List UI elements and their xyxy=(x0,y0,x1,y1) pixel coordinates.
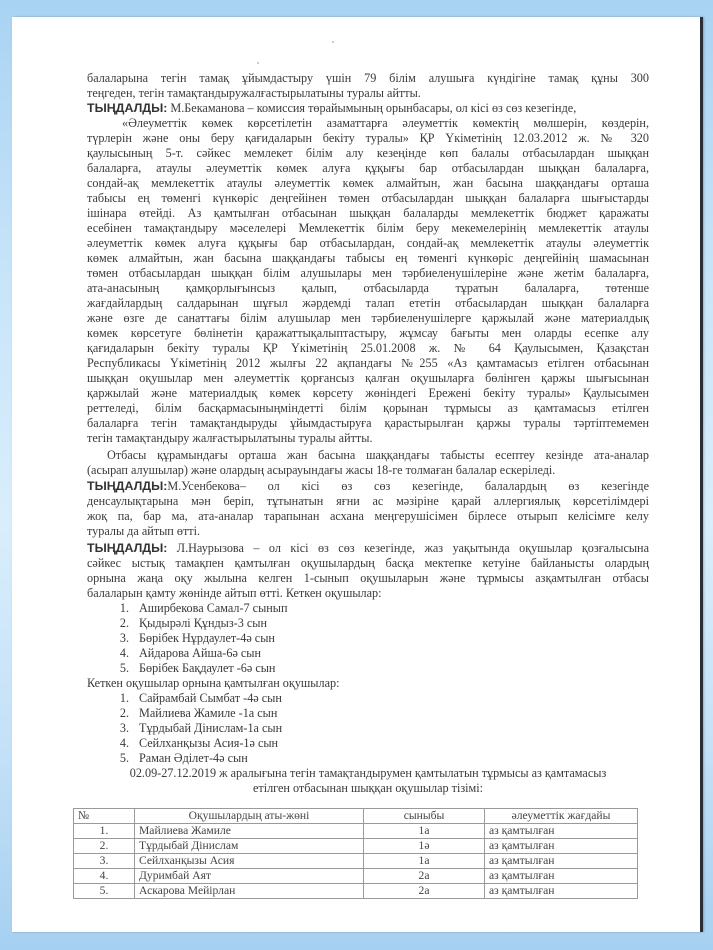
cell-status: аз қамтылған xyxy=(485,824,638,839)
cell-number: 5. xyxy=(74,884,135,899)
cell-class: 2а xyxy=(364,884,485,899)
cell-name: Сейлханқызы Асия xyxy=(135,854,364,869)
cell-name: Тұрдыбай Дінислам xyxy=(135,839,364,854)
list-text: Раман Әділет-4ә сын xyxy=(139,751,248,765)
text-line: әлеуметтік көмек алуға құқығы бар отбасылардан, сондай-ақ мемлекеттік атаулы әлеуметтік xyxy=(87,236,649,250)
list-item xyxy=(109,736,278,751)
text-line: балаларын қамту жөнінде айтып өтті. Кеткен оқушылар: xyxy=(87,586,382,600)
text-line: және өзге де санаттағы білім алушылар мен тәрбиеленушілерге қаржылай және материалдық xyxy=(87,311,649,325)
cell-class: 1ә xyxy=(364,839,485,854)
table-row xyxy=(74,839,638,854)
heard-label: ТЫҢДАЛДЫ: xyxy=(87,101,168,115)
text-line: балаларға, атаулы әлеуметтік көмек алуға құқығы бар отбасылардан шыққан балаларға, xyxy=(87,161,649,175)
list-number: 4. xyxy=(119,646,129,660)
list-number: 5. xyxy=(119,751,129,765)
list-item xyxy=(109,646,261,661)
text-line: ата-анасының қамқорлығынсыз қалып, отбасыларда тұратын балаларға, төтенше xyxy=(87,281,649,295)
list-item xyxy=(109,751,248,766)
text-line: жоқ па, бар ма, ата-аналар тарапынан асхана меңгерушісімен бірлесе отырып келісімге келу xyxy=(87,509,649,523)
cell-number: 3. xyxy=(74,854,135,869)
list-number: 3. xyxy=(119,721,129,735)
students-table xyxy=(73,808,638,899)
text-line: (асырап алушылар) және олардың асырауындағы жасы 18-ге толмаған балалар ескеріледі. xyxy=(87,463,556,477)
text-line: балаларына тегін тамақ ұйымдастыру үшін 79 білім алушыға күндігіне тамақ құны 300 xyxy=(87,71,649,85)
speaker-1-line xyxy=(87,101,649,116)
cell-class: 2а xyxy=(364,869,485,884)
cell-name: Майлиева Жамиле xyxy=(135,824,364,839)
text-line: денсаулықтарына мән беріп, тұтынатын яғни ас мәзіріне қарай аллергиялық көрсетілімдері xyxy=(87,494,649,508)
list-text: Аширбекова Самал-7 сынып xyxy=(139,601,288,615)
speaker-2-intro: М.Усенбекова– ол кісі өз сөз кезегінде, балалардың өз кезегінде xyxy=(167,479,649,493)
scan-speck xyxy=(257,62,259,64)
speaker-3-intro: Л.Наурызова – ол кісі өз сөз кезегінде, жаз уақытында оқушылар қозғалысына xyxy=(167,541,649,555)
cell-status: аз қамтылған xyxy=(485,884,638,899)
list-text: Бөрібек Нұрдаулет-4ә сын xyxy=(139,631,275,645)
cell-status: аз қамтылған xyxy=(485,869,638,884)
heard-label: ТЫҢДАЛДЫ: xyxy=(87,479,168,493)
list-item xyxy=(109,691,282,706)
text-line: ішінара өтейді. Аз қамтылған отбасынан шыққан балаларды мемлекеттік бюджет қаражаты xyxy=(87,206,649,220)
text-line: көмек алмайтын, жан басына шаққандағы табысы ең төменгі күнкөріс деңгейінің шамасынан xyxy=(87,251,649,265)
cell-number: 4. xyxy=(74,869,135,884)
cell-name: Дуримбай Аят xyxy=(135,869,364,884)
table-row xyxy=(74,824,638,839)
list-number: 5. xyxy=(119,661,129,675)
table-header-row xyxy=(74,809,638,824)
list-item xyxy=(109,661,275,676)
text-line: сондай-ақ мемлекеттік атаулы әлеуметтік көмек алмайтын, жан басына шаққандағы орташа xyxy=(87,176,649,190)
header-class: сыныбы xyxy=(364,809,485,824)
header-number: № xyxy=(74,809,135,824)
text-line: түрлерін және оны беру қағидаларын бекіту туралы» ҚР Үкіметінің 12.03.2012 ж. № 320 xyxy=(87,131,649,145)
text-line: қаржылай және материалдық көмек көрсету жөніндегі Ережені бекіту туралы» Қаулысымен xyxy=(87,386,649,400)
table-row xyxy=(74,884,638,899)
text-line: көмек көрсетуге бөлінетін қаражаттықалыптастыру, жұмсау бағыты мен оларды есепке алу xyxy=(87,326,649,340)
text-line: теңгеден, тегін тамақтандыружалғастырылатыны туралы айтты. xyxy=(87,86,421,100)
text-line: қағидаларын бекіту туралы ҚР Үкіметінің 25.01.2008 ж. № 64 Қаулысымен, Қазақстан xyxy=(87,341,649,355)
replacement-heading: Кеткен оқушылар орнына қамтылған оқушылар: xyxy=(87,676,340,690)
list-text: Сайрамбай Сымбат -4ә сын xyxy=(139,691,282,705)
text-line: балаларға тегін тамақтандыруды ұйымдастыруға қарастырылған қаржы туралы тәртіптемемен xyxy=(87,416,649,430)
text-line: есебінен тамақтандыру мәселелері Мемлекеттік білім беру мекемелерінің мемлекеттік атаулы xyxy=(87,221,649,235)
list-text: Сейлханқызы Асия-1ә сын xyxy=(139,736,279,750)
text-line: Отбасы құрамындағы орташа жан басына шаққандағы табысты есептеу кезінде ата-аналар xyxy=(107,448,649,462)
header-name: Оқушылардың аты-жөні xyxy=(135,809,364,824)
text-line: сәйкес ыстық тамақпен қамтылған оқушылардың басқа мектепке кетуіне байланысты олардың xyxy=(87,556,649,570)
cell-status: аз қамтылған xyxy=(485,854,638,869)
text-line: орнына жаңа оқу жылына келген 1-сынып оқушыларын және тұрмысы азқамтылған отбасы xyxy=(87,571,649,585)
text-line: қаулысының 5-т. сәйкес мемлекет білім алу кезеңінде көп балалы отбасылардан шыққан xyxy=(87,146,649,160)
text-line: табысы ең төменгі күнкөріс деңгейінен төмен отбасылардан шыққан балаларға шығыстарды xyxy=(87,191,649,205)
text-line: жағдайлардың салдарынан шұғыл жәрдемді талап ететін отбасылардан шыққан балаларға xyxy=(87,296,649,310)
heard-label: ТЫҢДАЛДЫ: xyxy=(87,541,168,555)
list-number: 2. xyxy=(119,706,129,720)
text-line: төмен отбасылардан шыққан білім алушылары мен тәрбиеленушілеріне және жетім балаларға, xyxy=(87,266,649,280)
speaker-2-line xyxy=(87,479,649,494)
list-number: 4. xyxy=(119,736,129,750)
cell-status: аз қамтылған xyxy=(485,839,638,854)
scan-speck xyxy=(332,41,334,43)
list-text: Бөрібек Бақдаулет -6ә сын xyxy=(139,661,276,675)
list-item xyxy=(109,706,277,721)
speaker-1-intro: М.Бекаманова – комиссия төрайымының орынбасары, ол кісі өз сөз кезегінде, xyxy=(167,101,577,115)
list-number: 1. xyxy=(119,601,129,615)
table-row xyxy=(74,854,638,869)
list-item xyxy=(109,616,267,631)
text-line: шыққан оқушылар мен әлеуметтік қорғансыз қалған оқушыларға бөлінген қаржы шығысынан xyxy=(87,371,649,385)
list-title-line: етілген отбасынан шыққан оқушылар тізімі: xyxy=(252,781,484,795)
list-item xyxy=(109,631,275,646)
list-number: 2. xyxy=(119,616,129,630)
list-number: 1. xyxy=(119,691,129,705)
list-number: 3. xyxy=(119,631,129,645)
list-text: Майлиева Жамиле -1а сын xyxy=(139,706,278,720)
text-line: реттеледі, білім басқармасыныңміндетті білім қорынан тұрмысы аз қамтамасыз етілген xyxy=(87,401,649,415)
speaker-3-line xyxy=(87,541,649,556)
header-social-status: әлеуметтік жағдайы xyxy=(485,809,638,824)
list-text: Айдарова Айша-6ә сын xyxy=(139,646,262,660)
list-text: Тұрдыбай Дінислам-1а сын xyxy=(139,721,283,735)
cell-number: 2. xyxy=(74,839,135,854)
list-title-line: 02.09-27.12.2019 ж аралығына тегін тамақтандырумен қамтылатын тұрмысы аз қамтамасыз xyxy=(129,766,607,780)
table-row xyxy=(74,869,638,884)
document-page xyxy=(12,17,703,932)
list-text: Қыдырәлі Құндыз-3 сын xyxy=(139,616,267,630)
cell-class: 1а xyxy=(364,824,485,839)
cell-number: 1. xyxy=(74,824,135,839)
cell-name: Аскарова Мейірлан xyxy=(135,884,364,899)
cell-class: 1а xyxy=(364,854,485,869)
text-line: туралы да айтып өтті. xyxy=(87,524,201,538)
list-item xyxy=(109,721,282,736)
text-line: тегін тамақтандыру жалғастырылатыны туралы айтты. xyxy=(87,431,373,445)
list-item xyxy=(109,601,288,616)
text-line: Республикасы Үкіметінің 2012 жылғы 22 ақпандағы №255 «Аз қамтамасыз етілген отбасынан xyxy=(87,356,649,370)
text-line: «Әлеуметтік көмек көрсетілетін азаматтарға әлеуметтік көмектің мөлшерін, көздерін, xyxy=(122,116,649,130)
